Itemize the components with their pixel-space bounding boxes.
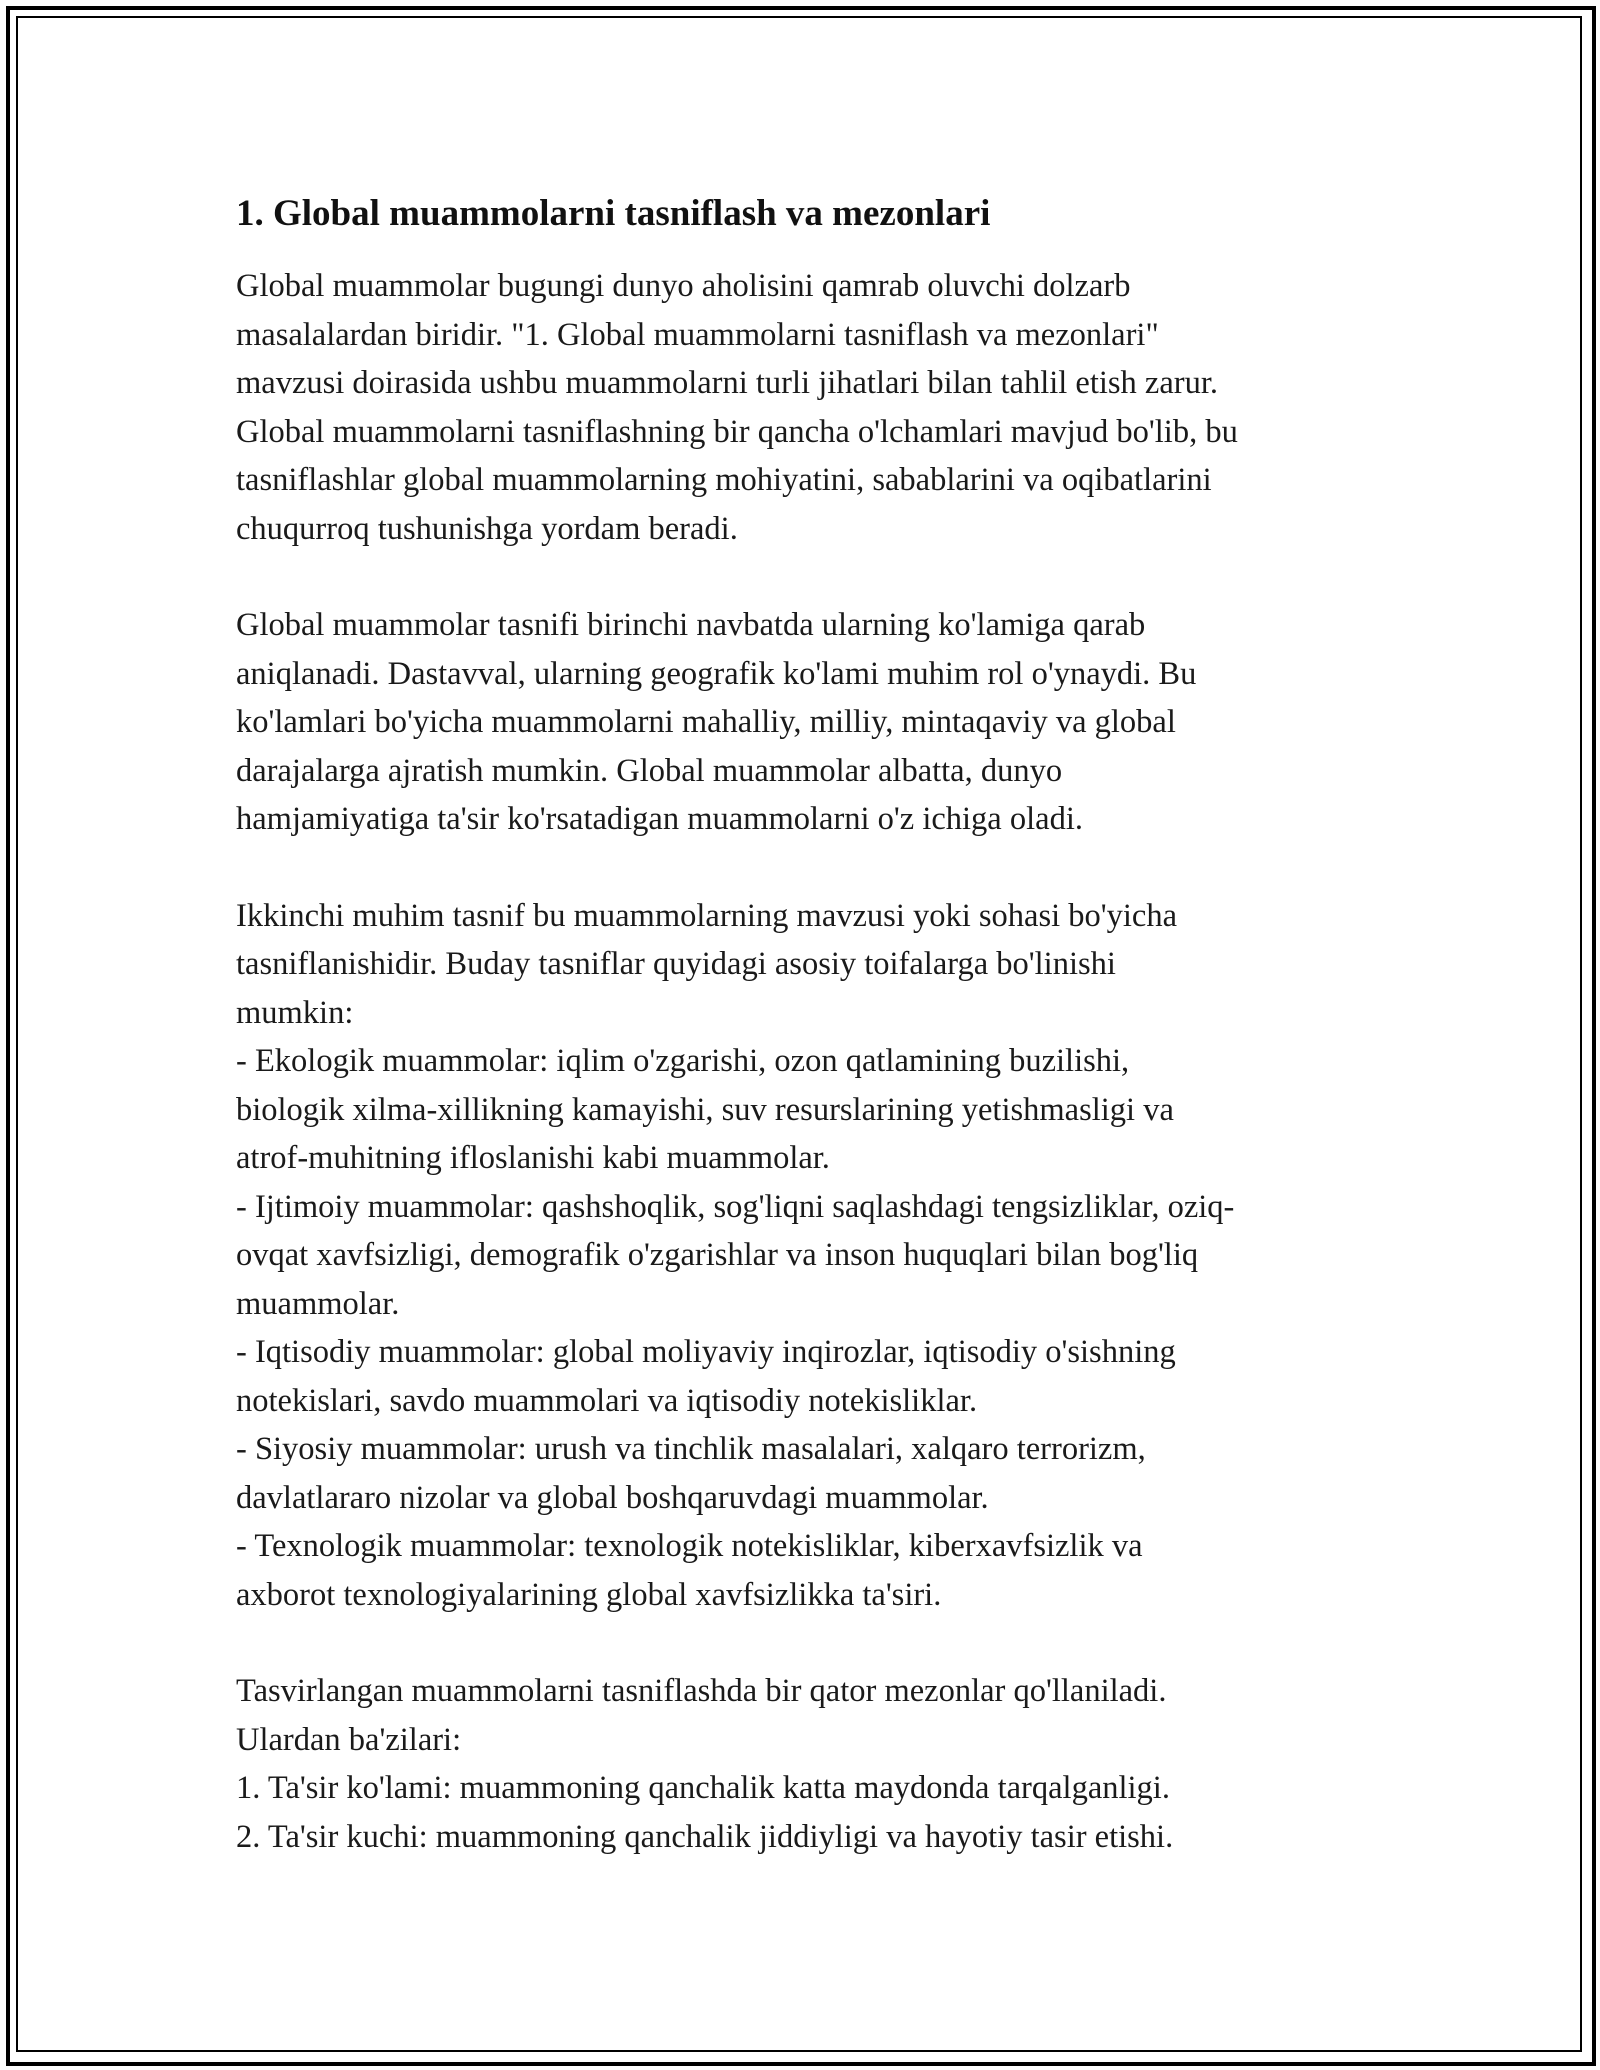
list-item-criterion-1: 1. Ta'sir ko'lami: muammoning qanchalik katta maydonda tarqalganligi.: [236, 1770, 1170, 1806]
text-line: mumkin:: [236, 994, 354, 1031]
paragraph-scale: [236, 601, 1376, 844]
paragraph-intro: [236, 262, 1376, 553]
list-item-criterion-2: 2. Ta'sir kuchi: muammoning qanchalik jiddiyligi va hayotiy tasir etishi.: [236, 1818, 1174, 1855]
text-line: davlatlararo nizolar va global boshqaruvdagi muammolar.: [236, 1479, 989, 1516]
list-item-ecological: - Ekologik muammolar: iqlim o'zgarishi, ozon qatlamining buzilishi,: [236, 1043, 1130, 1079]
text-line: masalalardan biridir. "1. Global muammolarni tasniflash va mezonlari": [236, 316, 1159, 353]
text-line: Ikkinchi muhim tasnif bu muammolarning mavzusi yoki sohasi bo'yicha: [236, 897, 1177, 934]
text-line: Tasvirlangan muammolarni tasniflashda bir qator mezonlar qo'llaniladi.: [236, 1673, 1167, 1709]
text-line: aniqlanadi. Dastavval, ularning geografik ko'lami muhim rol o'ynaydi. Bu: [236, 655, 1197, 692]
text-line: hamjamiyatiga ta'sir ko'rsatadigan muammolarni o'z ichiga oladi.: [236, 801, 1083, 837]
section-heading: 1. Global muammolarni tasniflash va mezonlari: [236, 193, 991, 234]
text-line: darajalarga ajratish mumkin. Global muammolar albatta, dunyo: [236, 752, 1063, 789]
text-line: Global muammolarni tasniflashning bir qancha o'lchamlari mavjud bo'lib, bu: [236, 413, 1238, 450]
text-line: ko'lamlari bo'yicha muammolarni mahalliy, milliy, mintaqaviy va global: [236, 704, 1176, 740]
paragraph-criteria: [236, 1667, 1376, 1861]
list-item-social: - Ijtimoiy muammolar: qashshoqlik, sog'liqni saqlashdagi tengsizliklar, oziq-: [236, 1188, 1235, 1225]
document-body: [236, 186, 1376, 1909]
text-line: notekislari, savdo muammolari va iqtisodiy notekisliklar.: [236, 1382, 978, 1419]
text-line: muammolar.: [236, 1285, 400, 1322]
text-line: Global muammolar bugungi dunyo aholisini qamrab oluvchi dolzarb: [236, 268, 1131, 304]
list-item-political: - Siyosiy muammolar: urush va tinchlik masalalari, xalqaro terrorizm,: [236, 1431, 1146, 1467]
list-item-technological: - Texnologik muammolar: texnologik notekisliklar, kiberxavfsizlik va: [236, 1528, 1143, 1564]
text-line: axborot texnologiyalarining global xavfsizlikka ta'siri.: [236, 1576, 942, 1613]
list-item-economic: - Iqtisodiy muammolar: global moliyaviy inqirozlar, iqtisodiy o'sishning: [236, 1334, 1176, 1370]
text-line: biologik xilma-xillikning kamayishi, suv resurslarining yetishmasligi va: [236, 1091, 1174, 1128]
text-line: ovqat xavfsizligi, demografik o'zgarishlar va inson huquqlari bilan bog'liq: [236, 1237, 1199, 1273]
text-line: tasniflashlar global muammolarning mohiyatini, sabablarini va oqibatlarini: [236, 462, 1212, 498]
text-line: Global muammolar tasnifi birinchi navbatda ularning ko'lamiga qarab: [236, 607, 1146, 643]
paragraph-categories: [236, 892, 1376, 1620]
text-line: chuqurroq tushunishga yordam beradi.: [236, 510, 738, 547]
text-line: atrof-muhitning ifloslanishi kabi muammolar.: [236, 1140, 830, 1176]
text-line: Ulardan ba'zilari:: [236, 1721, 462, 1758]
text-line: tasniflanishidir. Buday tasniflar quyidagi asosiy toifalarga bo'linishi: [236, 946, 1116, 982]
text-line: mavzusi doirasida ushbu muammolarni turli jihatlari bilan tahlil etish zarur.: [236, 365, 1218, 401]
